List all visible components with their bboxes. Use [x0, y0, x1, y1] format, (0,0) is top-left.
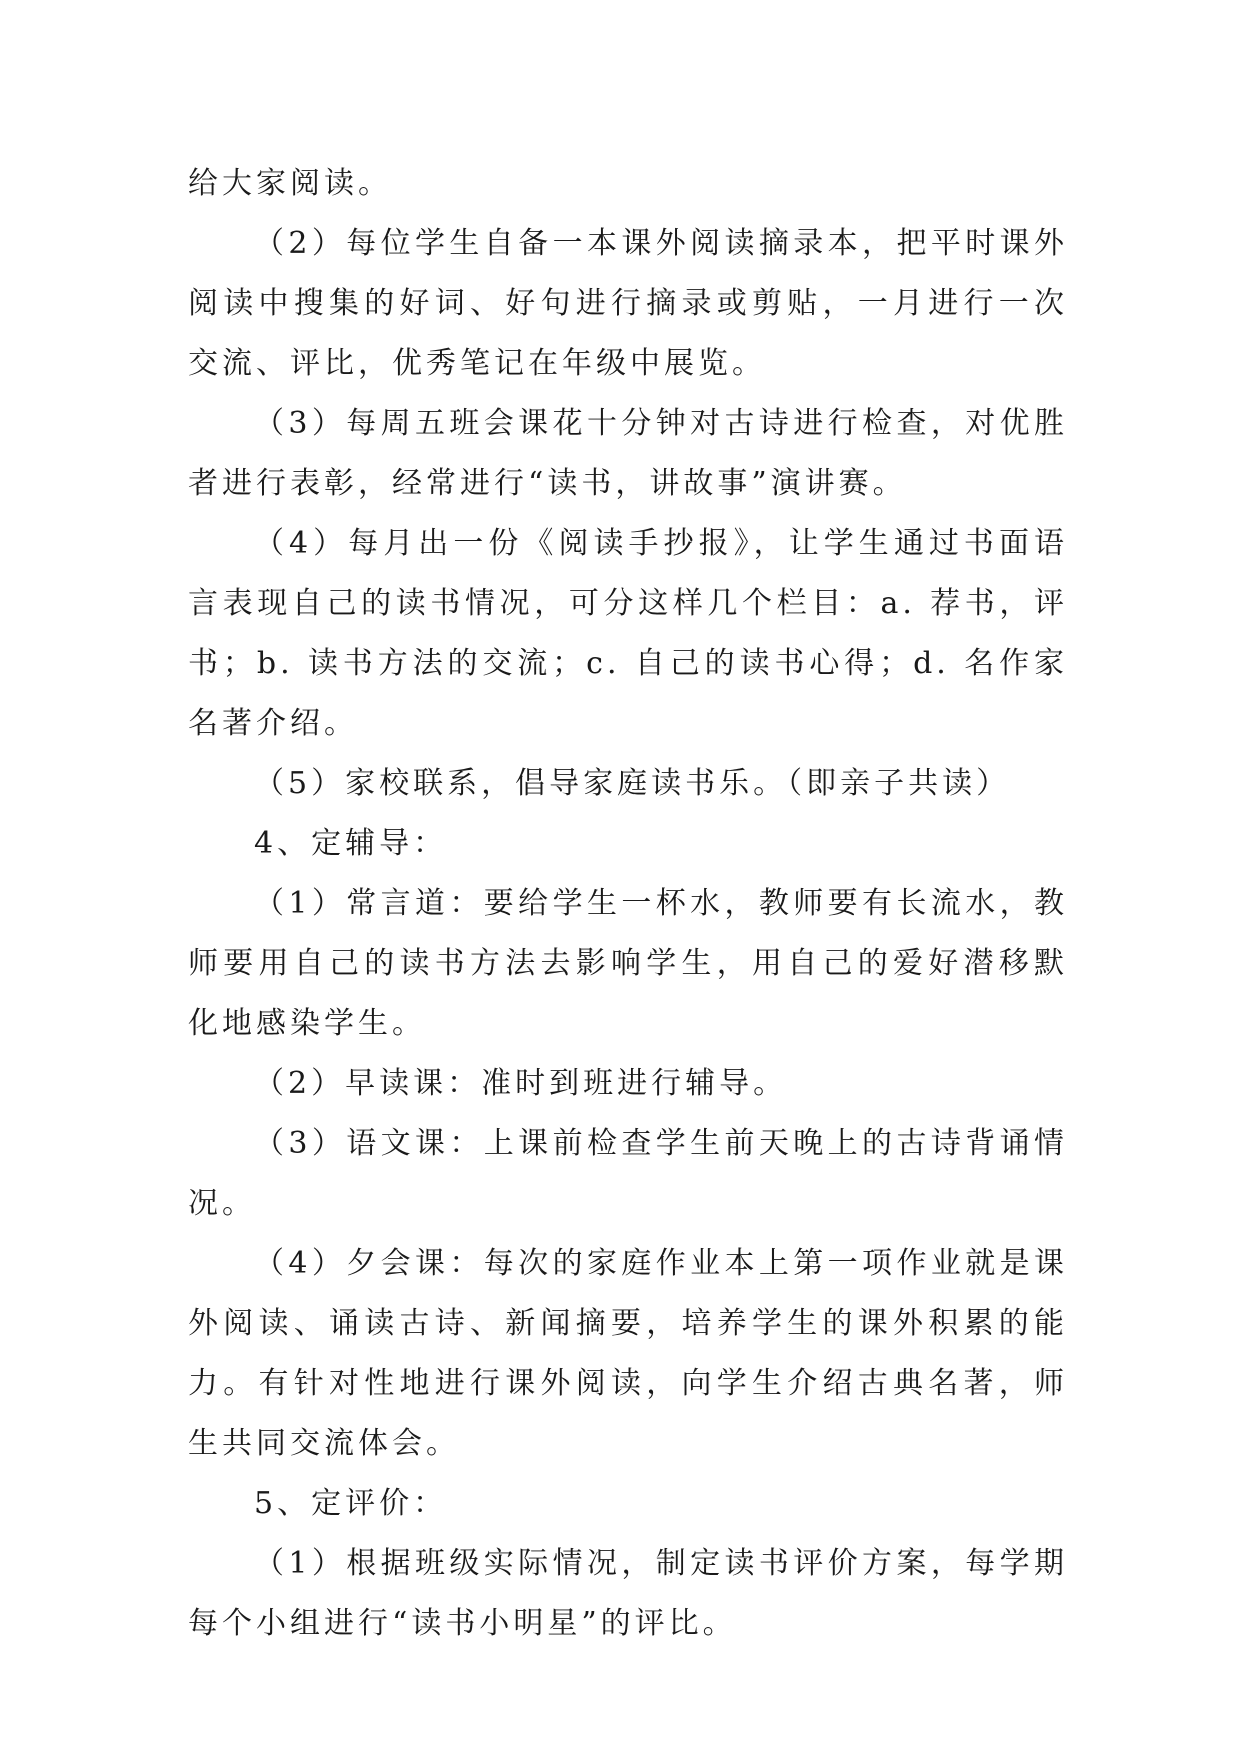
- paragraph-guidance-2: （2）早读课：准时到班进行辅导。: [254, 1066, 788, 1101]
- paragraph-item-5-home-school: （5）家校联系，倡导家庭读书乐。（即亲子共读）: [254, 766, 1011, 801]
- paragraph-continuation: 给大家阅读。: [188, 166, 392, 201]
- paragraph-guidance-4: （4）夕会课：每次的家庭作业本上第一项作业就是课外阅读、诵读古诗、新闻摘要，培养学生的课外积累的能力。有针对性地进行课外阅读，向学生介绍古典名著，师生共同交流体会。: [188, 1246, 1068, 1461]
- paragraph-item-2-excerpt-notebook: （2）每位学生自备一本课外阅读摘录本，把平时课外阅读中搜集的好词、好句进行摘录或剪贴，一月进行一次交流、评比，优秀笔记在年级中展览。: [188, 226, 1068, 381]
- paragraph-guidance-1: （1）常言道：要给学生一杯水，教师要有长流水，教师要用自己的读书方法去影响学生，用自己的爱好潜移默化地感染学生。: [188, 886, 1068, 1041]
- paragraph-item-3-poem-check: （3）每周五班会课花十分钟对古诗进行检查，对优胜者进行表彰，经常进行“读书，讲故事”演讲赛。: [188, 406, 1068, 501]
- document-body: [188, 154, 1068, 1654]
- paragraph-evaluation-1: （1）根据班级实际情况，制定读书评价方案，每学期每个小组进行“读书小明星”的评比。: [188, 1546, 1068, 1641]
- section-heading-guidance: 4、定辅导：: [254, 826, 448, 861]
- paragraph-item-4-reading-newspaper: （4）每月出一份《阅读手抄报》，让学生通过书面语言表现自己的读书情况，可分这样几个栏目：a. 荐书，评书；b. 读书方法的交流；c. 自己的读书心得；d. 名作家名著介绍。: [188, 526, 1068, 741]
- paragraph-guidance-3: （3）语文课：上课前检查学生前天晚上的古诗背诵情况。: [188, 1126, 1068, 1221]
- section-heading-evaluation: 5、定评价：: [254, 1486, 448, 1521]
